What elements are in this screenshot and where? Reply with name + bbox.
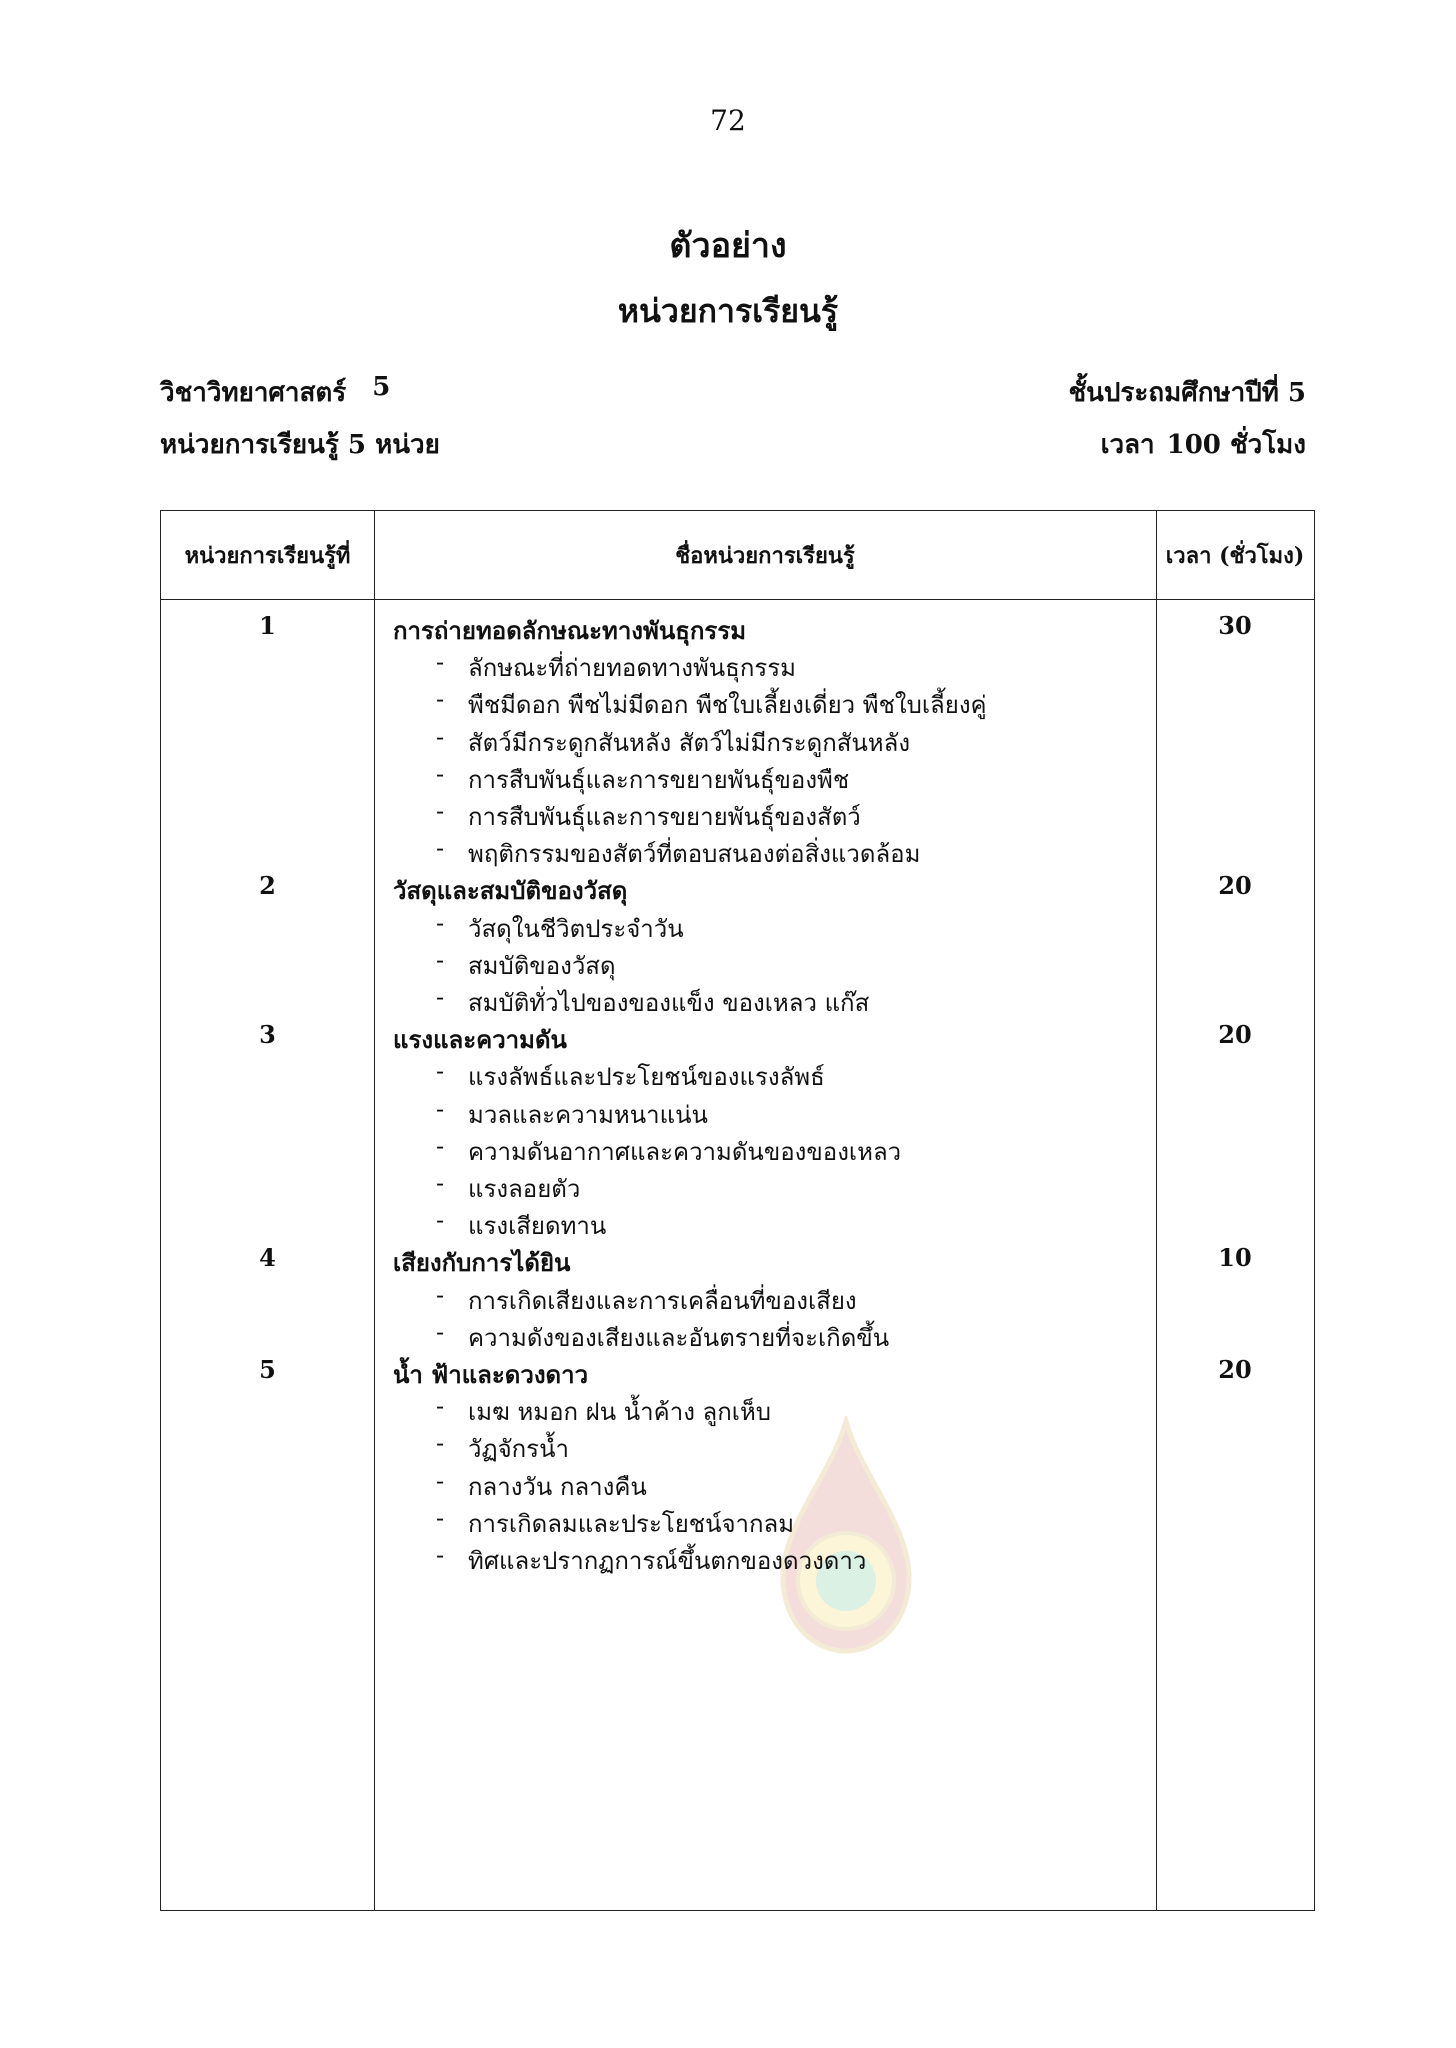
unit-title: วัสดุและสมบัติของวัสดุ — [393, 876, 628, 906]
topic-item — [436, 685, 1136, 724]
topic-item — [436, 1467, 1136, 1506]
bullet-dash: - — [436, 759, 445, 788]
unit-hours: 30 — [1218, 611, 1252, 640]
bullet-dash: - — [436, 1392, 445, 1421]
bullet-dash: - — [436, 685, 445, 714]
topic-item — [436, 1057, 1136, 1096]
topic-item — [436, 1095, 1136, 1134]
bullet-dash: - — [436, 1317, 445, 1346]
unit-title: น้ำ ฟ้าและดวงดาว — [393, 1360, 589, 1389]
topic-item — [436, 1392, 1136, 1431]
topic-item — [436, 1504, 1136, 1543]
topic-text: ทิศและปรากฏการณ์ขึ้นตกของดวงดาว — [468, 1547, 867, 1575]
topic-text: ลักษณะที่ถ่ายทอดทางพันธุกรรม — [468, 654, 796, 683]
time-info — [1101, 424, 1306, 465]
bullet-dash: - — [436, 908, 445, 937]
topic-text: การสืบพันธุ์และการขยายพันธุ์ของสัตว์ — [468, 803, 861, 831]
topic-text: ความดันอากาศและความดันของของเหลว — [468, 1137, 902, 1166]
topic-text: พฤติกรรมของสัตว์ที่ตอบสนองต่อสิ่งแวดล้อม — [468, 840, 921, 869]
bullet-dash: - — [436, 722, 445, 751]
subject-info — [160, 372, 390, 413]
unit-hours: 10 — [1218, 1243, 1252, 1273]
bullet-dash: - — [436, 1094, 445, 1123]
grade-info — [1068, 372, 1306, 413]
bullet-dash: - — [436, 1169, 445, 1197]
subject-row — [160, 372, 1306, 413]
unit-title: การถ่ายทอดลักษณะทางพันธุกรรม — [393, 616, 747, 645]
bullet-dash: - — [436, 1280, 445, 1309]
topic-text: มวลและความหนาแน่น — [468, 1100, 708, 1129]
header-unit-no: หน่วยการเรียนรู้ที่ — [184, 542, 351, 569]
topic-item — [436, 760, 1136, 799]
unit-number: 4 — [259, 1243, 276, 1273]
units-count-info — [160, 424, 440, 465]
column-divider — [1156, 511, 1157, 1910]
units-table — [160, 510, 1315, 1911]
bullet-dash: - — [436, 1503, 445, 1532]
topic-item — [436, 1206, 1136, 1245]
column-divider — [374, 511, 375, 1910]
topic-text: การสืบพันธุ์และการขยายพันธุ์ของพืช — [468, 765, 850, 794]
topic-item — [436, 1132, 1136, 1171]
bullet-dash: - — [436, 648, 445, 677]
topic-text: การเกิดลมและประโยชน์จากลม — [468, 1509, 795, 1538]
topic-text: สมบัติของวัสดุ — [468, 951, 616, 980]
header-divider — [161, 599, 1314, 600]
time-value: 100 ชั่วโมง — [1166, 430, 1306, 460]
bullet-dash: - — [436, 945, 445, 974]
unit-title: แรงและความดัน — [393, 1025, 567, 1055]
topic-text: แรงลัพธ์และประโยชน์ของแรงลัพธ์ — [468, 1063, 825, 1092]
bullet-dash: - — [436, 1466, 445, 1495]
units-count: หน่วยการเรียนรู้ 5 หน่วย — [160, 430, 440, 460]
unit-number: 5 — [259, 1355, 276, 1384]
topic-item — [436, 1281, 1136, 1320]
bullet-dash: - — [436, 834, 445, 863]
topic-text: สมบัติทั่วไปของของแข็ง ของเหลว แก๊ส — [468, 989, 870, 1017]
time-label: เวลา — [1100, 430, 1155, 460]
bullet-dash: - — [436, 1057, 445, 1086]
page-number: 72 — [710, 104, 746, 137]
topic-text: พืชมีดอก พืชไม่มีดอก พืชใบเลี้ยงเดี่ยว พืชใบเลี้ยงคู่ — [468, 691, 987, 720]
bullet-dash: - — [436, 983, 445, 1011]
topic-text: กลางวัน กลางคืน — [468, 1472, 647, 1501]
topic-item — [436, 1318, 1136, 1357]
unit-number: 1 — [259, 611, 276, 640]
bullet-dash: - — [436, 1206, 445, 1235]
unit-title: เสียงกับการได้ยิน — [393, 1248, 571, 1278]
header-hours: เวลา (ชั่วโมง) — [1165, 542, 1305, 569]
topic-item — [436, 1169, 1136, 1208]
topic-text: สัตว์มีกระดูกสันหลัง สัตว์ไม่มีกระดูกสันหลัง — [468, 728, 911, 757]
bullet-dash: - — [436, 1131, 445, 1160]
subject-number: 5 — [372, 372, 391, 402]
unit-hours: 20 — [1218, 1020, 1252, 1050]
topic-item — [436, 723, 1136, 762]
topic-text: ความดังของเสียงและอันตรายที่จะเกิดขึ้น — [468, 1323, 890, 1352]
topic-text: การเกิดเสียงและการเคลื่อนที่ของเสียง — [468, 1286, 857, 1315]
page-title: ตัวอย่าง — [669, 226, 787, 266]
unit-hours: 20 — [1218, 871, 1252, 901]
unit-number: 2 — [259, 871, 276, 901]
subject-label: วิชาวิทยาศาสตร์ — [160, 378, 347, 408]
unit-hours: 20 — [1218, 1355, 1252, 1384]
topic-item — [436, 797, 1136, 836]
topic-item — [436, 834, 1136, 873]
grade-label: ชั้นประถมศึกษาปีที่ 5 — [1068, 378, 1306, 408]
topic-item — [436, 946, 1136, 985]
topic-item — [436, 648, 1136, 687]
header-unit-name: ชื่อหน่วยการเรียนรู้ — [675, 542, 855, 569]
units-time-row — [160, 424, 1306, 465]
topic-text: แรงลอยตัว — [468, 1175, 581, 1203]
topic-item — [436, 983, 1136, 1022]
topic-text: วัฏจักรน้ำ — [468, 1435, 569, 1464]
bullet-dash: - — [436, 1429, 445, 1458]
unit-number: 3 — [259, 1020, 276, 1050]
topic-item — [436, 1541, 1136, 1580]
topic-item — [436, 1429, 1136, 1468]
page-subtitle: หน่วยการเรียนรู้ — [617, 292, 839, 330]
bullet-dash: - — [436, 1541, 445, 1569]
topic-text: วัสดุในชีวิตประจำวัน — [468, 914, 684, 943]
topic-text: แรงเสียดทาน — [468, 1212, 607, 1241]
bullet-dash: - — [436, 797, 445, 825]
topic-text: เมฆ หมอก ฝน น้ำค้าง ลูกเห็บ — [468, 1398, 772, 1427]
topic-item — [436, 909, 1136, 948]
